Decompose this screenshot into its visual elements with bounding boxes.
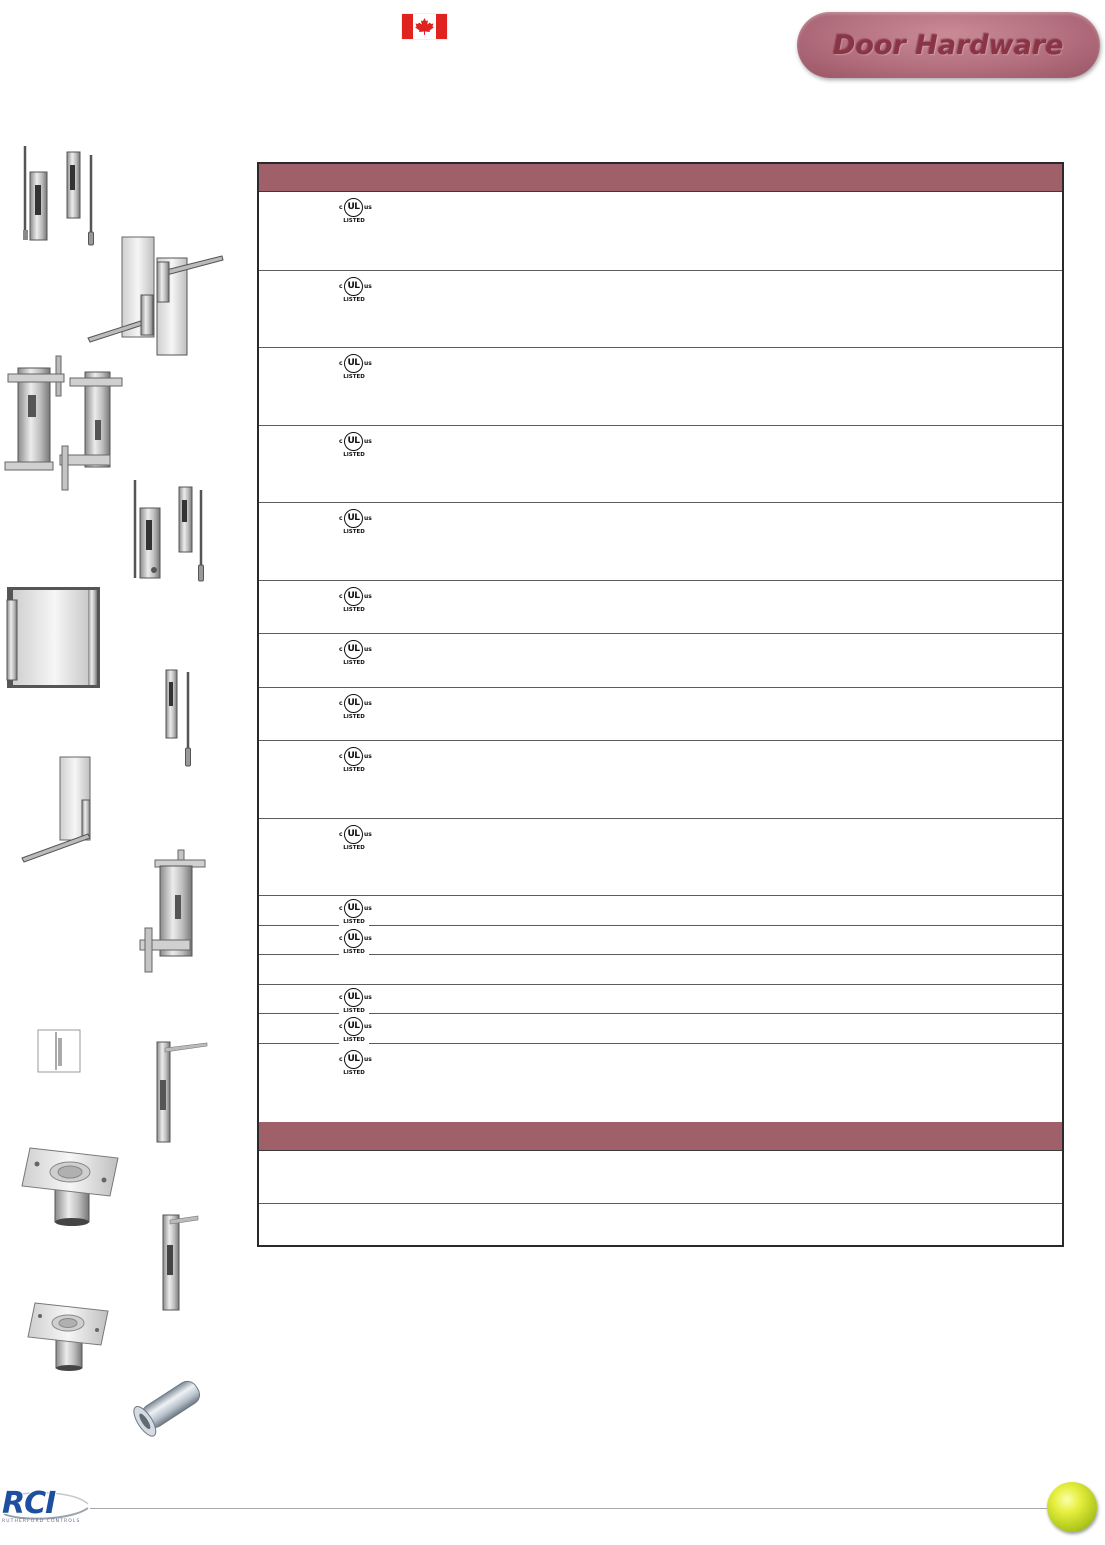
ul-mark-c: c xyxy=(339,204,343,211)
ul-listed-icon xyxy=(338,432,374,462)
ul-mark-us: us xyxy=(364,753,372,760)
table-row xyxy=(259,1204,1062,1245)
dust-proof-strike-small-image xyxy=(28,1303,108,1371)
flush-bolt-pair-image-2 xyxy=(135,480,204,581)
ul-mark-c: c xyxy=(339,753,343,760)
ul-mark-us: us xyxy=(364,593,372,600)
ul-mark-listed: LISTED xyxy=(339,374,369,381)
table-row xyxy=(259,581,1062,634)
ul-mark-c: c xyxy=(339,283,343,290)
ul-mark-ul: UL xyxy=(344,899,363,918)
ul-listed-icon xyxy=(338,988,374,1018)
ul-listed-icon xyxy=(338,198,374,228)
ul-mark-c: c xyxy=(339,360,343,367)
corner-frame-image xyxy=(7,587,100,688)
table-row xyxy=(259,503,1062,581)
ul-mark-ul: UL xyxy=(344,198,363,217)
plate-bolt-image xyxy=(157,1042,207,1142)
flush-bolt-pair-image xyxy=(23,146,94,245)
ul-mark-ul: UL xyxy=(344,277,363,296)
spec-table xyxy=(257,162,1064,1247)
table-row xyxy=(259,741,1062,819)
ul-listed-icon xyxy=(338,587,374,617)
ul-mark-listed: LISTED xyxy=(339,660,369,667)
ul-mark-ul: UL xyxy=(344,1050,363,1069)
ul-mark-c: c xyxy=(339,438,343,445)
ul-listed-icon xyxy=(338,277,374,307)
ul-mark-ul: UL xyxy=(344,640,363,659)
table-row xyxy=(259,955,1062,985)
t-bolt-image xyxy=(140,850,205,972)
ul-mark-us: us xyxy=(364,935,372,942)
section-tab xyxy=(797,12,1100,78)
ul-listed-icon xyxy=(338,747,374,777)
rci-logo: RCI xyxy=(2,1486,56,1521)
table-row xyxy=(259,1151,1062,1204)
decorative-ball-icon xyxy=(1047,1482,1097,1532)
ul-mark-listed: LISTED xyxy=(339,529,369,536)
ul-listed-icon xyxy=(338,509,374,539)
ul-mark-ul: UL xyxy=(344,354,363,373)
table-row xyxy=(259,426,1062,503)
table-row xyxy=(259,985,1062,1014)
table-row xyxy=(259,1014,1062,1044)
ul-mark-listed: LISTED xyxy=(339,297,369,304)
small-strike-image xyxy=(38,1030,80,1072)
canada-flag-icon xyxy=(402,14,447,39)
ul-mark-us: us xyxy=(364,994,372,1001)
ul-mark-ul: UL xyxy=(344,825,363,844)
ul-mark-listed: LISTED xyxy=(339,218,369,225)
ul-mark-c: c xyxy=(339,593,343,600)
ul-mark-us: us xyxy=(364,1056,372,1063)
table-row xyxy=(259,926,1062,955)
ul-mark-ul: UL xyxy=(344,747,363,766)
table-row xyxy=(259,688,1062,741)
corner-bolt-image xyxy=(22,757,90,862)
ul-mark-listed: LISTED xyxy=(339,607,369,614)
ul-mark-ul: UL xyxy=(344,694,363,713)
ul-mark-listed: LISTED xyxy=(339,845,369,852)
rci-tagline: RUTHERFORD CONTROLS xyxy=(2,1519,81,1524)
ul-mark-listed: LISTED xyxy=(339,767,369,774)
ul-mark-c: c xyxy=(339,646,343,653)
footer-divider xyxy=(90,1508,1048,1509)
ul-mark-us: us xyxy=(364,831,372,838)
ul-listed-icon xyxy=(338,694,374,724)
ul-mark-c: c xyxy=(339,831,343,838)
ul-mark-us: us xyxy=(364,204,372,211)
ul-mark-us: us xyxy=(364,283,372,290)
section-tab-label: Door Hardware xyxy=(833,30,1064,61)
table-row xyxy=(259,1044,1062,1122)
table-row xyxy=(259,348,1062,426)
ul-mark-ul: UL xyxy=(344,432,363,451)
cylinder-socket-image xyxy=(130,1373,206,1439)
table-row xyxy=(259,192,1062,271)
ul-mark-c: c xyxy=(339,935,343,942)
ul-listed-icon xyxy=(338,354,374,384)
ul-mark-c: c xyxy=(339,1023,343,1030)
product-images-column xyxy=(0,0,240,1460)
ul-listed-icon xyxy=(338,899,374,929)
ul-mark-c: c xyxy=(339,905,343,912)
dust-proof-strike-image xyxy=(22,1148,118,1226)
ul-listed-icon xyxy=(338,825,374,855)
corner-bolt-set-image xyxy=(88,237,223,355)
single-flush-bolt-image xyxy=(166,670,191,766)
ul-mark-listed: LISTED xyxy=(339,1070,369,1077)
ul-mark-us: us xyxy=(364,360,372,367)
ul-mark-ul: UL xyxy=(344,988,363,1007)
ul-mark-us: us xyxy=(364,646,372,653)
ul-listed-icon xyxy=(338,640,374,670)
ul-listed-icon xyxy=(338,1050,374,1080)
table-row xyxy=(259,271,1062,348)
ul-mark-us: us xyxy=(364,438,372,445)
ul-mark-ul: UL xyxy=(344,929,363,948)
ul-mark-listed: LISTED xyxy=(339,1037,369,1044)
table-section-header xyxy=(259,1122,1062,1151)
ul-mark-listed: LISTED xyxy=(339,1008,369,1015)
ul-mark-us: us xyxy=(364,700,372,707)
table-section-header xyxy=(259,164,1062,192)
ul-mark-listed: LISTED xyxy=(339,949,369,956)
ul-mark-listed: LISTED xyxy=(339,714,369,721)
flush-bolt-image-3 xyxy=(163,1215,198,1310)
ul-mark-c: c xyxy=(339,1056,343,1063)
ul-listed-icon xyxy=(338,1017,374,1047)
table-row xyxy=(259,896,1062,926)
ul-mark-us: us xyxy=(364,1023,372,1030)
ul-listed-icon xyxy=(338,929,374,959)
ul-mark-us: us xyxy=(364,905,372,912)
ul-mark-listed: LISTED xyxy=(339,452,369,459)
ul-mark-us: us xyxy=(364,515,372,522)
ul-mark-c: c xyxy=(339,515,343,522)
ul-mark-ul: UL xyxy=(344,587,363,606)
ul-mark-ul: UL xyxy=(344,1017,363,1036)
ul-mark-listed: LISTED xyxy=(339,919,369,926)
ul-mark-ul: UL xyxy=(344,509,363,528)
table-row xyxy=(259,819,1062,896)
ul-mark-c: c xyxy=(339,994,343,1001)
table-row xyxy=(259,634,1062,688)
t-lever-flush-bolt-pair-image xyxy=(5,356,122,490)
ul-mark-c: c xyxy=(339,700,343,707)
